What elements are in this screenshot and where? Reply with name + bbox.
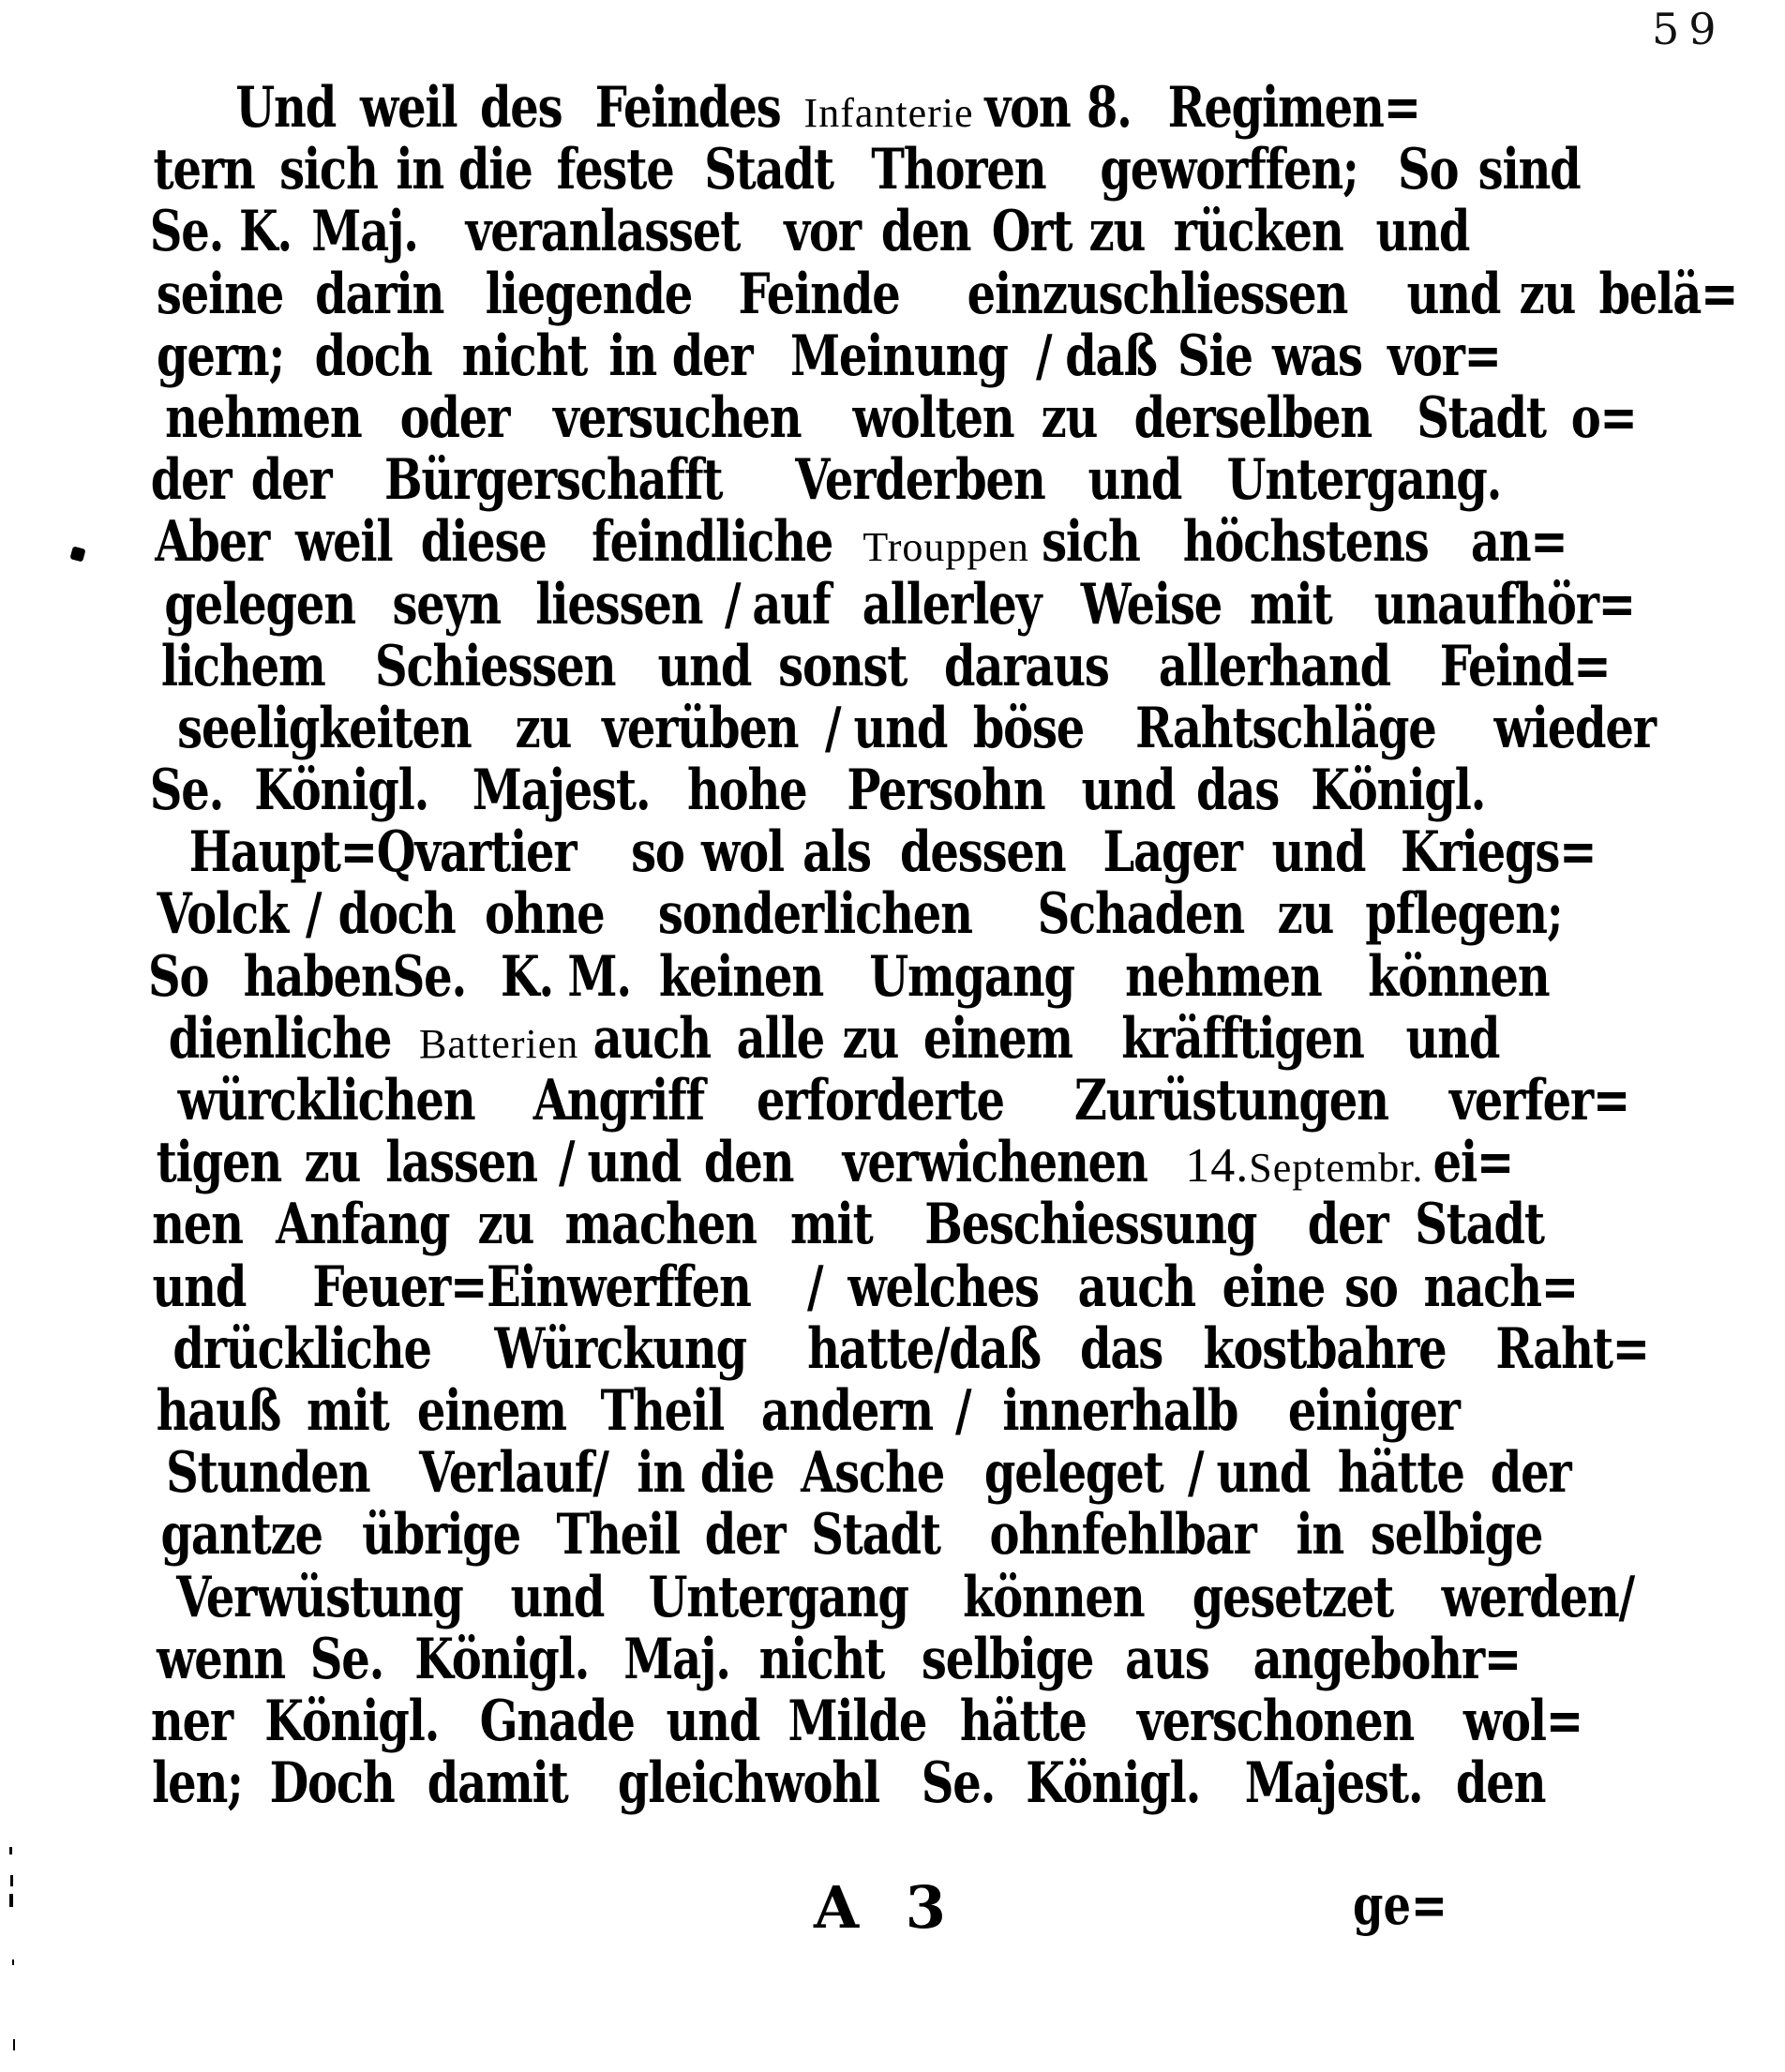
fraktur-word: sonst [778,633,908,699]
fraktur-word: vor= [1388,323,1501,389]
fraktur-word: gesetzet [1192,1564,1393,1630]
fraktur-word: daraus [943,633,1109,699]
fraktur-word: / [955,1377,971,1444]
fraktur-word: zu [477,1192,534,1258]
fraktur-word: Majest. [1244,1750,1422,1817]
catchword: ge= [1353,1873,1448,1937]
text-line [141,1068,1630,1134]
fraktur-word: Königl. [254,758,429,824]
margin-mark-icon [69,546,85,562]
fraktur-word: welches [848,1254,1040,1320]
fraktur-word: Maj. [623,1626,731,1692]
fraktur-word: nehmen [1124,943,1322,1010]
text-line [141,1377,1461,1444]
fraktur-word: nicht [461,323,588,389]
fraktur-word: Theil [555,1502,680,1569]
antiqua-word: Batterien [418,1020,579,1067]
fraktur-word: zu [1041,384,1098,451]
fraktur-word: hauß [156,1377,281,1444]
fraktur-word: wolten [852,384,1014,451]
fraktur-word: machen [564,1192,757,1258]
fraktur-word: Lager [1102,819,1243,886]
fraktur-word: feste [556,137,674,203]
fraktur-word: Verlauf/ [418,1440,608,1507]
fraktur-word: verfer= [1449,1068,1630,1134]
text-line [141,943,1550,1010]
fraktur-word: Sie [1177,323,1252,389]
fraktur-word: K. [501,943,554,1010]
fraktur-word: sich [1041,509,1140,576]
fraktur-word: seeligkeiten [177,695,472,761]
fraktur-word: doch [338,881,456,948]
page-number: 59 [1652,4,1726,54]
fraktur-word: würcklichen [177,1068,475,1134]
fraktur-word: der [1490,1440,1571,1507]
fraktur-word: drückliche [172,1315,431,1382]
text-line [141,571,1635,638]
fraktur-word: und [1406,261,1501,327]
text-line [141,633,1611,699]
fraktur-word: der [250,447,332,514]
fraktur-word: Untergang. [1226,447,1502,514]
fraktur-word: selbige [921,1626,1094,1692]
fraktur-word: erforderte [756,1068,1004,1134]
fraktur-word: Stunden [166,1440,370,1507]
fraktur-word: und [510,1564,605,1630]
antiqua-word: 14. [1185,1139,1250,1194]
fraktur-word: werden/ [1441,1564,1635,1630]
fraktur-word: belä= [1598,261,1738,327]
fraktur-word: Raht= [1495,1315,1649,1382]
fraktur-word: / [558,1130,574,1196]
fraktur-word: M. [567,943,631,1010]
fraktur-word: Rahtschläge [1135,695,1436,761]
fraktur-word: Bürgerschafft [383,447,722,514]
fraktur-word: den [1455,1750,1545,1817]
fraktur-word: hatte/daß [806,1315,1041,1382]
fraktur-word: ner [150,1688,233,1754]
fraktur-word: Verderben [795,447,1045,514]
text-line [141,509,1568,576]
text-line [141,1130,1514,1196]
fraktur-word: Feuer=Einwerffen [312,1254,751,1320]
antiqua-word: Septembr. [1249,1145,1424,1192]
fraktur-word: und [1405,1005,1500,1072]
fraktur-word: den [880,199,970,265]
fraktur-word: diese [420,509,547,576]
fraktur-word: lichem [160,633,325,699]
text-line [141,447,1502,514]
fraktur-word: seine [156,261,284,327]
fraktur-word: nicht [758,1626,885,1692]
fraktur-word: Se. [309,1626,384,1692]
fraktur-word: in [396,137,443,203]
fraktur-word: eine [1222,1254,1326,1320]
fraktur-word: Kriegs= [1401,819,1597,886]
fraktur-word: Asche [801,1440,945,1507]
text-line [141,323,1501,389]
fraktur-word: den [703,1130,793,1196]
fraktur-word: Weise [1080,571,1222,638]
fraktur-word: ohnfehlbar [989,1502,1257,1569]
fraktur-word: Feindes [594,75,781,141]
fraktur-word: böse [972,695,1085,761]
fraktur-word: K. [238,199,292,265]
fraktur-word: Angriff [532,1068,704,1134]
fraktur-word: auch [1077,1254,1195,1320]
fraktur-word: dienliche [168,1005,392,1072]
fraktur-word: gantze [160,1502,322,1569]
fraktur-word: Anfang [276,1192,450,1258]
signature-mark: A 3 [814,1873,959,1942]
fraktur-word: Zurüstungen [1073,1068,1388,1134]
fraktur-word: oder [399,384,509,451]
fraktur-word: zu [1088,199,1146,265]
fraktur-word: Stadt [811,1502,941,1569]
fraktur-word: verüben [602,695,799,761]
scan-edge-specks [8,1838,13,2072]
fraktur-word: weil [360,75,458,141]
fraktur-word: / [806,1254,823,1320]
fraktur-word: der [704,1502,786,1569]
text-line [141,819,1597,886]
fraktur-word: habenSe. [244,943,467,1010]
fraktur-word: der [1308,1192,1388,1258]
fraktur-word: Untergang [648,1564,908,1630]
fraktur-word: mit [1249,571,1332,638]
fraktur-word: innerhalb [1002,1377,1238,1444]
fraktur-word: in [1295,1502,1343,1569]
fraktur-word: tigen [156,1130,282,1196]
text-line [141,1626,1521,1692]
fraktur-word: Maj. [311,199,418,265]
fraktur-word: derselben [1133,384,1372,451]
fraktur-word: als [802,819,871,886]
fraktur-word: zu [1519,261,1575,327]
fraktur-word: in [608,323,657,389]
fraktur-word: liessen [535,571,703,638]
fraktur-word: seyn [392,571,502,638]
text-line [141,695,1656,761]
antiqua-word: Infanterie [803,90,974,136]
fraktur-word: wol [700,819,784,886]
fraktur-word: weil [295,509,393,576]
fraktur-word: Majest. [472,758,651,824]
fraktur-word: und [587,1130,682,1196]
antiqua-word: Trouppen [862,524,1029,571]
fraktur-word: zu [842,1005,898,1072]
text-line [141,261,1738,327]
fraktur-word: können [963,1564,1145,1630]
fraktur-word: versuchen [553,384,802,451]
fraktur-word: Milde [788,1688,927,1754]
text-line [141,77,1420,139]
fraktur-word: allerley [862,571,1041,638]
fraktur-word: Würckung [494,1315,747,1382]
fraktur-word: geworffen; [1100,137,1358,203]
fraktur-word: Stadt [1414,1192,1544,1258]
fraktur-word: Und [235,75,337,141]
fraktur-word: was [1272,323,1363,389]
fraktur-word: dessen [899,819,1066,886]
fraktur-word: Thoren [871,137,1046,203]
fraktur-word: hätte [1337,1440,1464,1507]
fraktur-word: an= [1470,509,1568,576]
fraktur-word: und [657,633,751,699]
fraktur-word: Schiessen [375,633,616,699]
fraktur-word: das [1196,758,1280,824]
text-line [141,1750,1545,1817]
fraktur-word: alle [736,1005,824,1072]
fraktur-word: Stadt [704,137,833,203]
fraktur-word: Königl. [414,1626,590,1692]
fraktur-word: so [631,819,684,886]
fraktur-word: zu [515,695,571,761]
fraktur-word: Königl. [1026,1750,1201,1817]
fraktur-word: einem [417,1377,567,1444]
fraktur-word: mit [790,1192,873,1258]
fraktur-word: len; [152,1750,243,1817]
fraktur-word: so [1344,1254,1398,1320]
fraktur-word: / [725,571,741,638]
fraktur-word: und [1271,819,1365,886]
fraktur-word: Gnade [479,1688,636,1754]
fraktur-word: Verwüstung [176,1564,463,1630]
fraktur-word: die [458,137,532,203]
fraktur-word: daß [1064,323,1157,389]
fraktur-word: sonderlichen [658,881,973,948]
fraktur-word: nen [152,1192,243,1258]
fraktur-word: kostbahre [1203,1315,1447,1382]
page-footer [0,1873,1785,1948]
fraktur-word: nach= [1423,1254,1578,1320]
fraktur-word: des [479,75,562,141]
fraktur-word: gern; [157,323,285,389]
fraktur-word: hätte [959,1688,1087,1754]
fraktur-word: / [1187,1440,1204,1507]
fraktur-word: doch [314,323,432,389]
fraktur-word: und [1081,758,1175,824]
text-line [141,1502,1543,1569]
text-line [141,1315,1649,1382]
fraktur-word: von [983,75,1071,141]
fraktur-word: wol= [1462,1688,1582,1754]
text-line [141,1564,1635,1630]
fraktur-word: rücken [1173,199,1343,265]
fraktur-word: Doch [269,1750,395,1817]
text-line [141,384,1637,451]
fraktur-word: Stadt [1417,384,1547,451]
fraktur-word: und [853,695,948,761]
fraktur-word: verwichenen [842,1130,1148,1196]
fraktur-word: zu [304,1130,360,1196]
fraktur-word: / [306,881,322,948]
fraktur-word: So [148,943,209,1010]
fraktur-word: liegende [485,261,693,327]
text-line [141,1688,1582,1754]
fraktur-word: Ort [991,199,1072,265]
text-line [141,1254,1578,1320]
fraktur-word: das [1079,1315,1162,1382]
fraktur-word: ei= [1433,1130,1514,1196]
fraktur-word: allerhand [1158,633,1390,699]
fraktur-word: Meinung [789,323,1008,389]
fraktur-word: Schaden [1037,881,1245,948]
fraktur-word: hohe [687,758,807,824]
fraktur-word: zu [1277,881,1334,948]
text-line [141,758,1486,824]
text-line [141,199,1470,265]
fraktur-word: nehmen [165,384,362,451]
body-text [141,75,1738,1817]
fraktur-word: gleichwohl [618,1750,880,1817]
fraktur-word: einzuschliessen [967,261,1348,327]
fraktur-word: sich [279,137,378,203]
fraktur-word: der [672,323,753,389]
fraktur-word: angebohr= [1252,1626,1521,1692]
text-line [141,1440,1571,1507]
fraktur-word: damit [427,1750,568,1817]
text-line [141,137,1581,203]
fraktur-word: Umgang [869,943,1075,1010]
fraktur-word: Theil [600,1377,725,1444]
fraktur-word: Aber [155,509,270,576]
text-line [141,1192,1544,1258]
fraktur-word: o= [1570,384,1637,451]
fraktur-word: ohne [484,881,605,948]
fraktur-word: 8. [1086,75,1132,141]
fraktur-word: pflegen; [1364,881,1562,948]
fraktur-word: und [666,1688,759,1754]
fraktur-word: Regimen= [1167,75,1420,141]
fraktur-word: selbige [1370,1502,1543,1569]
fraktur-word: / [824,695,841,761]
fraktur-word: veranlasset [465,199,741,265]
fraktur-word: tern [153,137,255,203]
fraktur-word: feindliche [592,509,833,576]
fraktur-word: wenn [157,1626,285,1692]
fraktur-word: und [1375,199,1470,265]
fraktur-word: Feinde [738,261,900,327]
fraktur-word: kräfftigen [1121,1005,1364,1072]
fraktur-word: So [1397,137,1458,203]
fraktur-word: Königl. [264,1688,440,1754]
fraktur-word: verschonen [1136,1688,1414,1754]
fraktur-word: / [1036,323,1052,389]
fraktur-word: Se. [149,199,224,265]
fraktur-word: lassen [385,1130,538,1196]
fraktur-word: sind [1478,137,1581,203]
fraktur-word: wieder [1493,695,1656,761]
fraktur-word: vor [783,199,861,265]
fraktur-word: auch [592,1005,712,1072]
fraktur-word: geleget [984,1440,1164,1507]
fraktur-word: Beschiessung [924,1192,1257,1258]
fraktur-word: keinen [659,943,824,1010]
fraktur-word: Königl. [1311,758,1486,824]
text-line [141,1005,1500,1072]
fraktur-word: Volck [157,881,289,948]
fraktur-word: einem [923,1005,1073,1072]
fraktur-word: einiger [1288,1377,1461,1444]
fraktur-word: unaufhör= [1373,571,1635,638]
fraktur-word: die [699,1440,774,1507]
fraktur-word: der [150,447,232,514]
fraktur-word: und [1088,447,1181,514]
fraktur-word: darin [315,261,444,327]
fraktur-word: Se. [149,758,224,824]
fraktur-word: höchstens [1182,509,1429,576]
fraktur-word: andern [760,1377,933,1444]
fraktur-word: übrige [362,1502,521,1569]
fraktur-word: Se. [922,1750,996,1817]
fraktur-word: in [637,1440,685,1507]
fraktur-word: aus [1125,1626,1209,1692]
fraktur-word: mit [306,1377,389,1444]
fraktur-word: und [1216,1440,1311,1507]
fraktur-word: Haupt=Qvartier [188,819,577,886]
fraktur-word: können [1368,943,1550,1010]
fraktur-word: Persohn [847,758,1045,824]
fraktur-word: Feind= [1440,633,1611,699]
fraktur-word: und [152,1254,247,1320]
fraktur-word: gelegen [164,571,355,638]
fraktur-word: auf [752,571,831,638]
text-line [141,881,1562,948]
